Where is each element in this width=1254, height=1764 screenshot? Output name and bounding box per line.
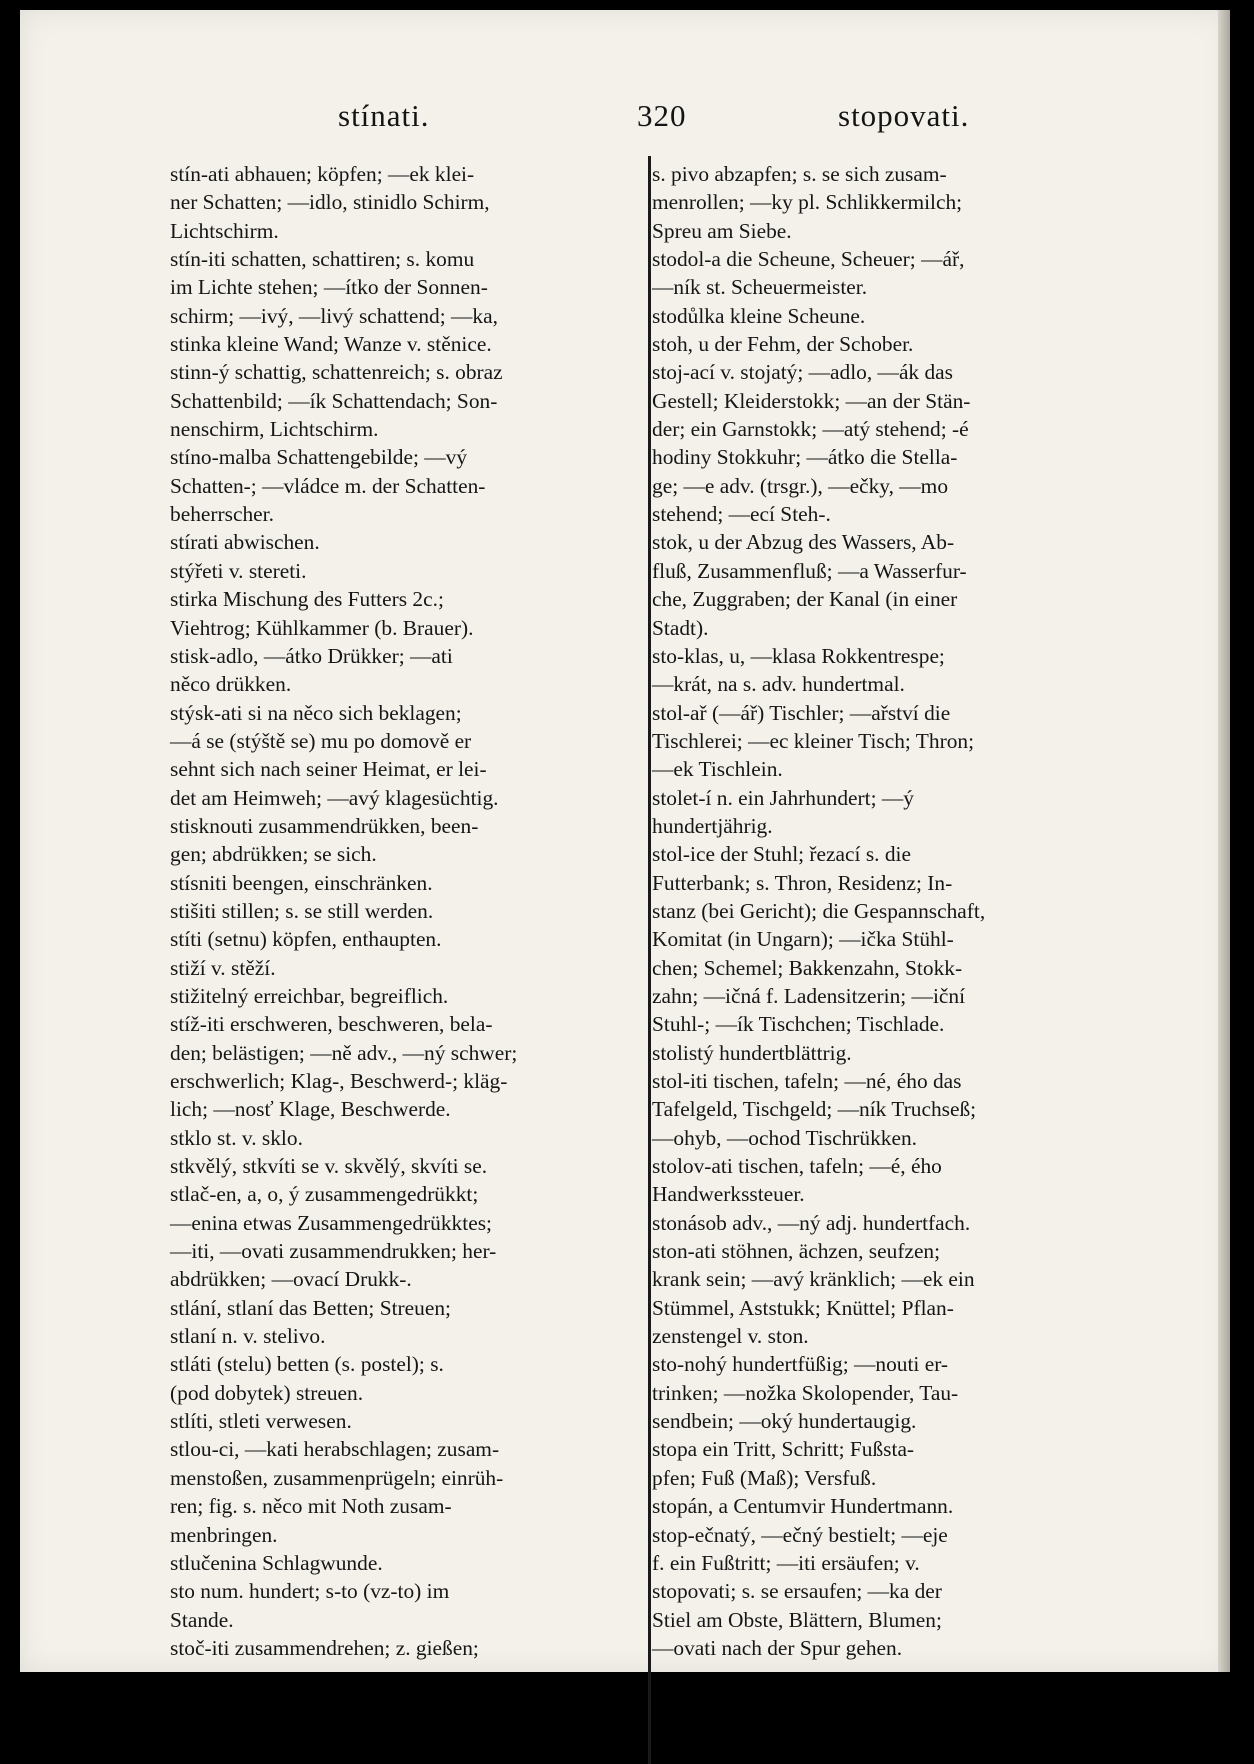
entry-line: erschwerlich; Klag-, Beschwerd-; kläg- [170,1069,508,1093]
entry-line: che, Zuggraben; der Kanal (in einer [652,587,958,612]
entry-line: menstoßen, zusammenprügeln; einrüh- [170,1465,504,1490]
entry-line: Tafelgeld, Tischgeld; —ník Truchseß; [652,1097,977,1122]
entry-line: stísniti beengen, einschränken. [170,870,433,895]
entry-line: stoj-ací v. stojatý; —adlo, —ák das [652,360,953,385]
entry-line: gen; abdrükken; se sich. [170,842,377,867]
entry-line: stop-ečnatý, —ečný bestielt; —eje [652,1522,948,1547]
entry-line: hodiny Stokkuhr; —átko die Stella- [652,445,958,470]
entry-line: stanz (bei Gericht); die Gespannschaft, [652,898,986,923]
entry-line: —ek Tischlein. [652,757,783,782]
entry-line: Stuhl-; —ík Tischchen; Tischlade. [652,1012,945,1037]
entry-line: Stande. [170,1607,234,1632]
entry-line: chen; Schemel; Bakkenzahn, Stokk- [652,955,963,980]
entry-line: im Lichte stehen; —ítko der Sonnen- [170,275,488,300]
entry-line: Futterbank; s. Thron, Residenz; In- [652,870,953,895]
entry-line: lich; —nosť Klage, Beschwerde. [170,1097,451,1122]
entry-line: sendbein; —oký hundertaugig. [652,1409,917,1434]
right-column [652,160,1140,1662]
entry-line: schirm; —ivý, —livý schattend; —ka, [170,303,498,328]
entry-line: ren; fig. s. něco mit Noth zusam- [170,1494,452,1519]
entry-line: —ohyb, —ochod Tischrükken. [652,1125,918,1150]
entry-line: s. pivo abzapfen; s. se sich zusam- [652,162,947,186]
entry-line: stolov-ati tischen, tafeln; —é, ého [652,1154,942,1179]
entry-line: beherrscher. [170,502,274,527]
entry-line: Stadt). [652,615,709,640]
entry-line: stkvělý, stkvíti se v. skvělý, skvíti se. [170,1154,488,1179]
entry-line: den; belästigen; —ně adv., —ný schwer; [170,1040,518,1065]
entry-line: stláti (stelu) betten (s. postel); s. [170,1352,444,1377]
entry-line: pfen; Fuß (Maß); Versfuß. [652,1465,877,1490]
entry-line: abdrükken; —ovací Drukk-. [170,1267,412,1292]
entry-line: stíno-malba Schattengebilde; —vý [170,445,468,470]
entry-line: Schattenbild; —ík Schattendach; Son- [170,388,498,413]
entry-line: ner Schatten; —idlo, stinidlo Schirm, [170,190,490,215]
entry-line: trinken; —nožka Skolopender, Tau- [652,1380,959,1405]
entry-line: stonásob adv., —ný adj. hundertfach. [652,1210,971,1235]
entry-line: menrollen; —ky pl. Schlikkermilch; [652,190,963,215]
entry-line: stiží v. stěží. [170,955,276,980]
entry-line: stklo st. v. sklo. [170,1125,303,1150]
entry-line: stín-ati abhauen; köpfen; —ek klei- [170,162,475,186]
entry-line: stlač-en, a, o, ý zusammengedrükkt; [170,1182,479,1207]
entry-line: stinka kleine Wand; Wanze v. stěnice. [170,332,492,357]
entry-line: stlou-ci, —kati herabschlagen; zusam- [170,1437,500,1462]
entry-line: stirka Mischung des Futters 2c.; [170,587,444,612]
entry-line: ge; —e adv. (trsgr.), —ečky, —mo [652,473,949,498]
entry-line: stodol-a die Scheune, Scheuer; —ář, [652,247,965,272]
entry-line: Lichtschirm. [170,218,279,243]
page-header [20,98,1230,138]
entry-line: sto num. hundert; s-to (vz-to) im [170,1579,450,1604]
entry-line: stolet-í n. ein Jahrhundert; —ý [652,785,914,810]
page-number: 320 [637,98,687,133]
entry-line: něco drükken. [170,672,292,697]
entry-line: stok, u der Abzug des Wassers, Ab- [652,530,955,555]
entry-line: zenstengel v. ston. [652,1324,809,1349]
entry-line: Handwerkssteuer. [652,1182,805,1207]
entry-line: Schatten-; —vládce m. der Schatten- [170,473,486,498]
entry-line: hundertjährig. [652,813,773,838]
entry-line: stol-ice der Stuhl; řezací s. die [652,842,911,867]
entry-line: stlučenina Schlagwunde. [170,1550,383,1575]
entry-line: Tischlerei; —ec kleiner Tisch; Thron; [652,728,975,753]
entry-line: stol-ař (—ář) Tischler; —ařství die [652,700,951,725]
left-column [170,160,645,1662]
entry-line: det am Heimweh; —avý klagesüchtig. [170,785,499,810]
entry-line: stisknouti zusammendrükken, been- [170,813,479,838]
entry-line: stopa ein Tritt, Schritt; Fußsta- [652,1437,915,1462]
entry-line: —iti, —ovati zusammendrukken; her- [170,1239,497,1264]
entry-line: ston-ati stöhnen, ächzen, seufzen; [652,1239,941,1264]
entry-line: der; ein Garnstokk; —atý stehend; -é [652,417,969,442]
entry-line: stodůlka kleine Scheune. [652,303,866,328]
header-left-guideword: stínati. [338,98,430,133]
entry-line: Stümmel, Aststukk; Knüttel; Pflan- [652,1295,954,1320]
entry-line: nenschirm, Lichtschirm. [170,417,379,442]
entry-line: stopovati; s. se ersaufen; —ka der [652,1579,942,1604]
entry-line: stín-iti schatten, schattiren; s. komu [170,247,475,272]
entry-line: krank sein; —avý kränklich; —ek ein [652,1267,975,1292]
entry-line: —ník st. Scheuermeister. [652,275,868,300]
entry-line: stírati abwischen. [170,530,320,555]
entry-line: stišiti stillen; s. se still werden. [170,898,434,923]
entry-line: stoh, u der Fehm, der Schober. [652,332,914,357]
entry-line: stižitelný erreichbar, begreiflich. [170,983,449,1008]
entry-line: Spreu am Siebe. [652,218,792,243]
entry-line: —ovati nach der Spur gehen. [652,1635,903,1660]
entry-line: stýřeti v. stereti. [170,558,307,583]
entry-line: menbringen. [170,1522,278,1547]
entry-line: stolistý hundertblättrig. [652,1040,852,1065]
entry-line: zahn; —ičná f. Ladensitzerin; —iční [652,983,966,1008]
entry-line: stýsk-ati si na něco sich beklagen; [170,700,462,725]
entry-line: Stiel am Obste, Blättern, Blumen; [652,1607,942,1632]
entry-line: sehnt sich nach seiner Heimat, er lei- [170,757,487,782]
entry-line: —á se (stýště se) mu po domově er [170,728,472,753]
page-edge-shadow [1218,10,1230,1672]
entry-line: stlíti, stleti verwesen. [170,1409,352,1434]
entry-line: Gestell; Kleiderstokk; —an der Stän- [652,388,971,413]
entry-line: stíti (setnu) köpfen, enthaupten. [170,927,442,952]
entry-line: Viehtrog; Kühlkammer (b. Brauer). [170,615,474,640]
entry-line: stisk-adlo, —átko Drükker; —ati [170,643,453,668]
entry-line: stíž-iti erschweren, beschweren, bela- [170,1012,493,1037]
entry-line: fluß, Zusammenfluß; —a Wasserfur- [652,558,967,583]
entry-line: stol-iti tischen, tafeln; —né, ého das [652,1069,962,1093]
entry-line: stinn-ý schattig, schattenreich; s. obraz [170,360,503,385]
entry-line: stopán, a Centumvir Hundertmann. [652,1494,954,1519]
header-right-guideword: stopovati. [838,98,970,133]
entry-line: sto-klas, u, —klasa Rokkentrespe; [652,643,945,668]
entry-line: stlaní n. v. stelivo. [170,1324,326,1349]
entry-line: f. ein Fußtritt; —iti ersäufen; v. [652,1550,920,1575]
entry-line: (pod dobytek) streuen. [170,1380,364,1405]
entry-line: stlání, stlaní das Betten; Streuen; [170,1295,452,1320]
entry-line: stoč-iti zusammendrehen; z. gießen; [170,1635,479,1660]
entry-line: —krát, na s. adv. hundertmal. [652,672,905,697]
dictionary-page [20,10,1230,1672]
entry-line: Komitat (in Ungarn); —ička Stühl- [652,927,954,952]
column-divider [648,156,651,1764]
entry-line: —enina etwas Zusammengedrükktes; [170,1210,492,1235]
entry-line: stehend; —ecí Steh-. [652,502,831,527]
entry-line: sto-nohý hundertfüßig; —nouti er- [652,1352,949,1377]
